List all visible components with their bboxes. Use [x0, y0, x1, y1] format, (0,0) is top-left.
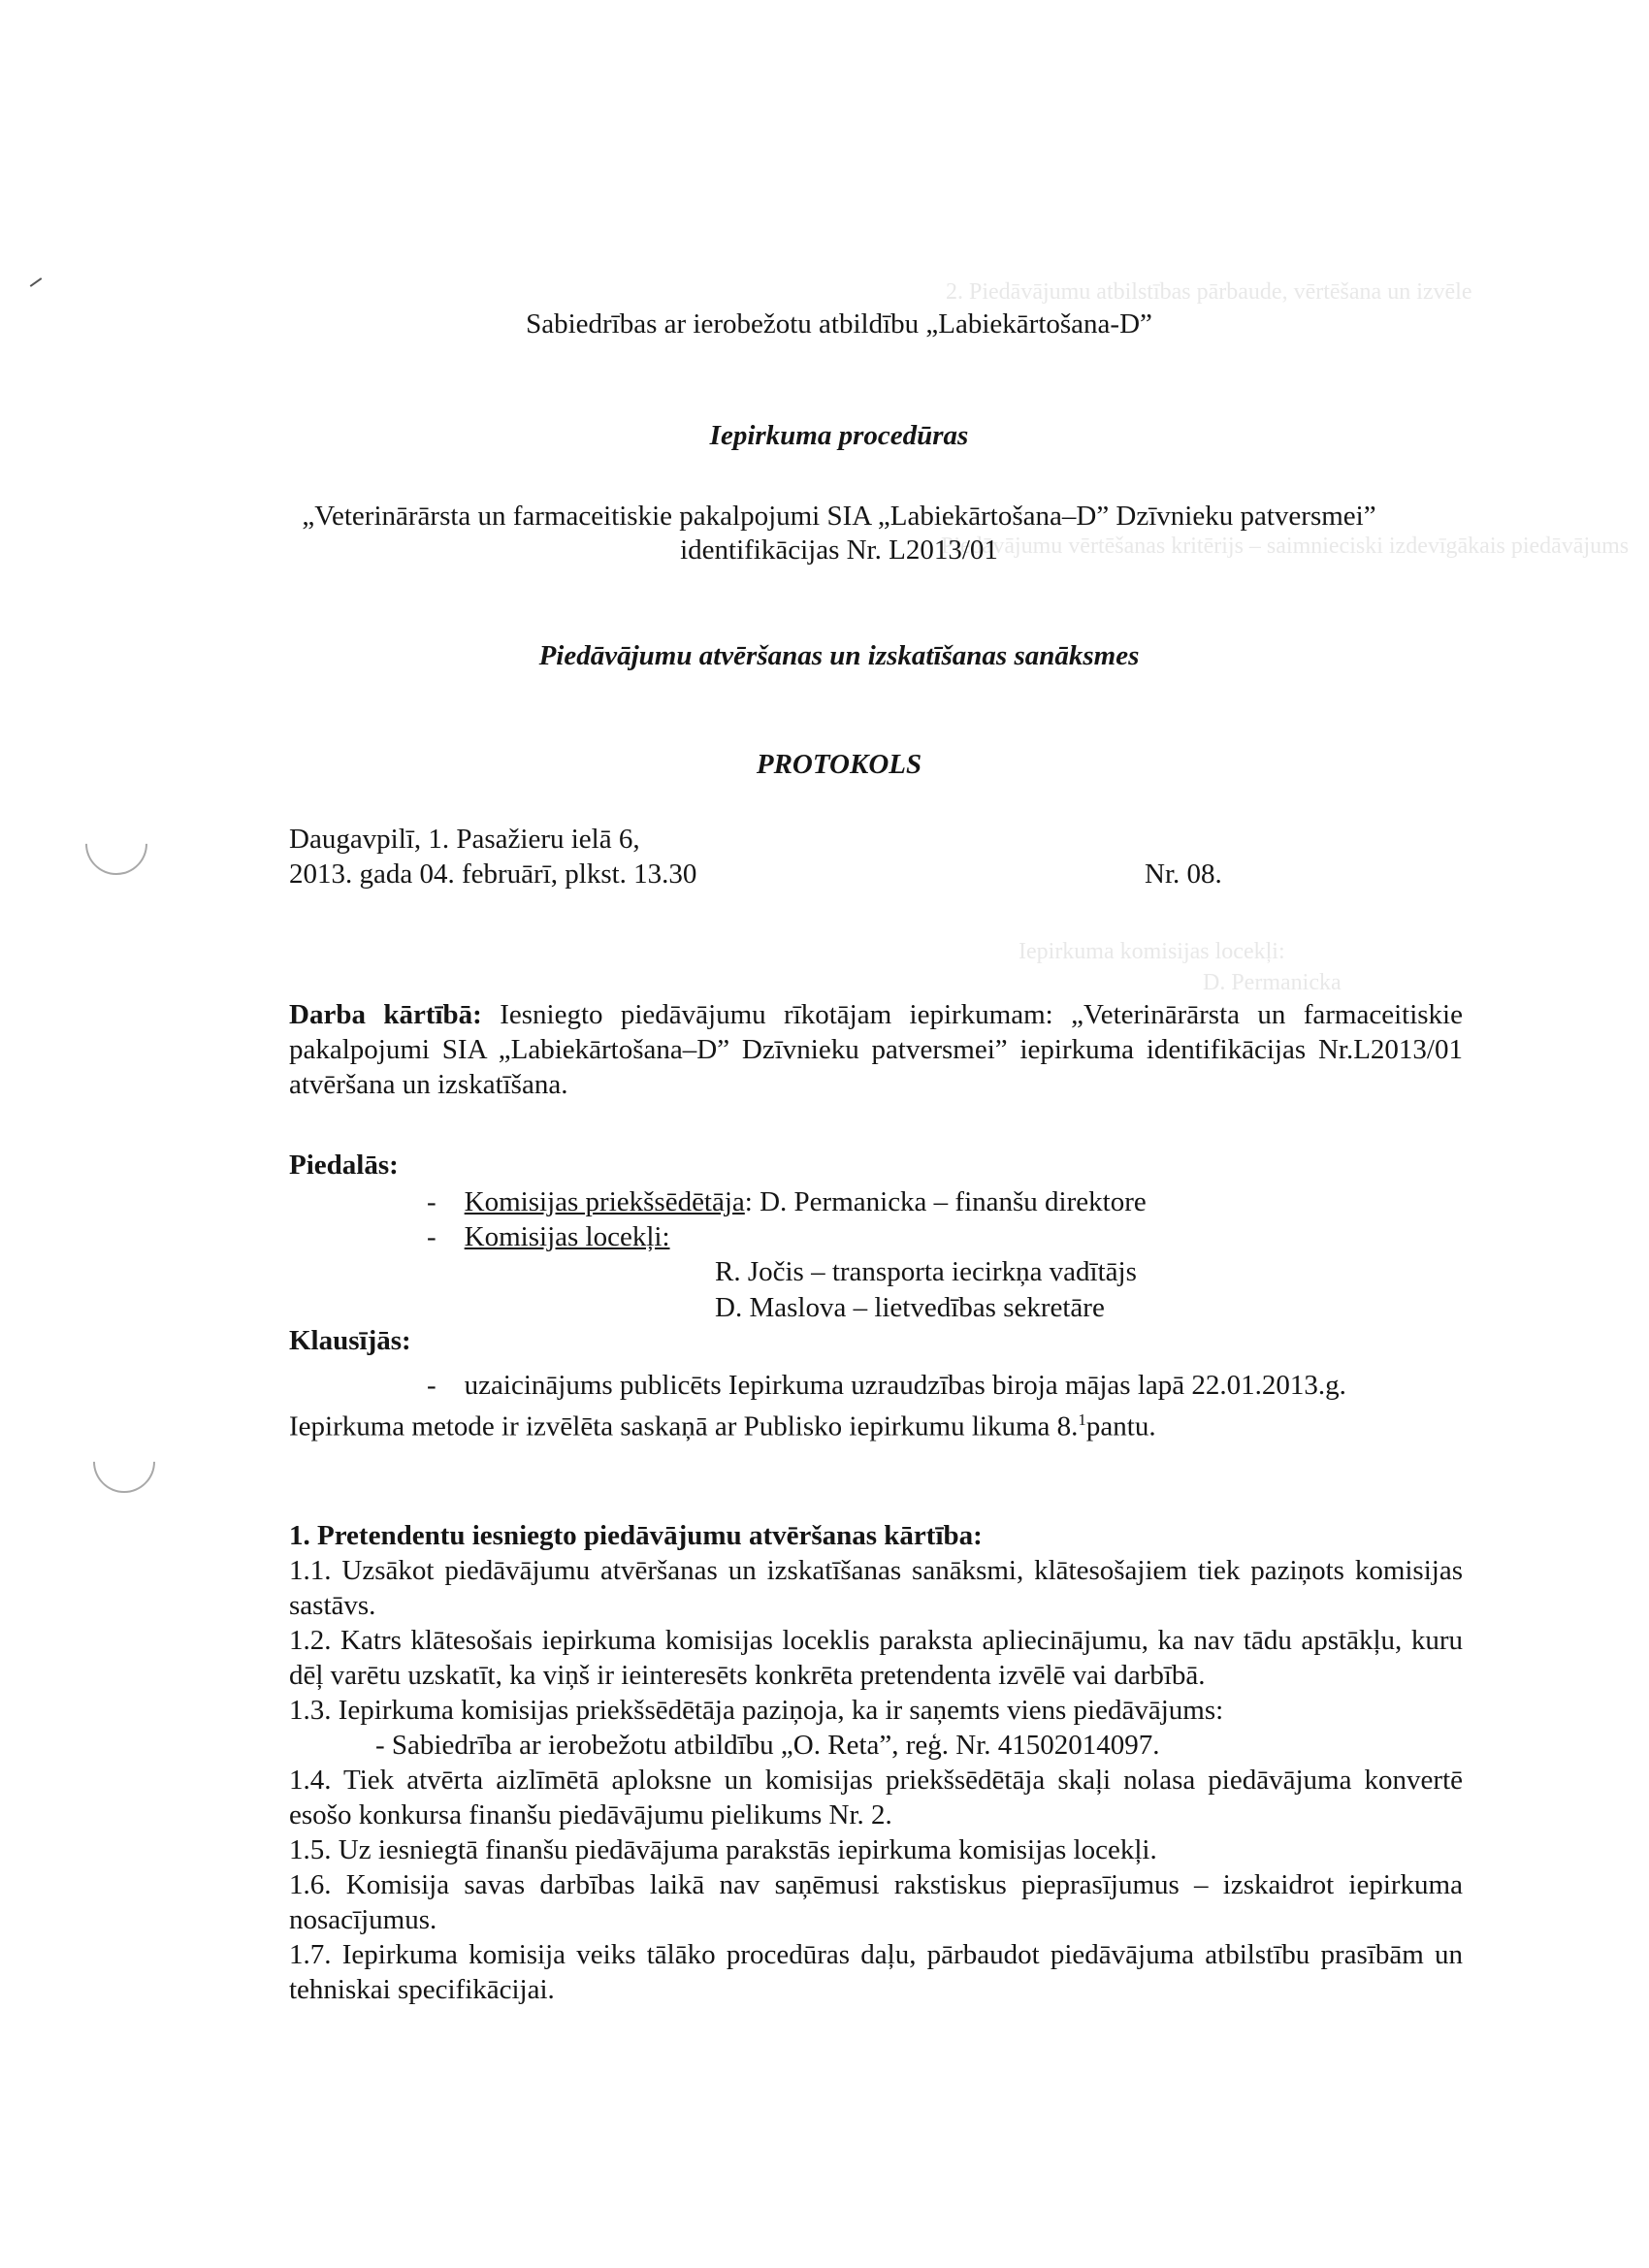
attendees-label: Piedalās: [289, 1150, 399, 1181]
procedure-title: „Veterinārārsta un farmaceitiskie pakalpojumi SIA „Labiekārtošana–D” Dzīvnieku patversmei” [302, 501, 1376, 532]
meeting-datetime: 2013. gada 04. februārī, plkst. 13.30 [289, 859, 697, 890]
members-label: Komisijas locekļi: [464, 1221, 670, 1252]
section-item: 1.2. Katrs klātesošais iepirkuma komisijas loceklis paraksta apliecinājumu, ka nav tādu apstākļu, kuru dēļ varētu uzskatīt, ka viņš ir ieinteresēts konkrēta pretendenta izvēlē vai darbībā. [289, 1625, 1463, 1691]
bleed-through-line: D. Permanicka [1203, 970, 1342, 995]
method-text: Iepirkuma metode ir izvēlēta saskaņā ar Publisko iepirkumu likuma 8. [289, 1410, 1079, 1442]
bleed-through-line: 2. Piedāvājumu atbilstības pārbaude, vērtēšana un izvēle [946, 279, 1472, 305]
attendee-members: - Komisijas locekļi: [427, 1221, 670, 1252]
chair-label: Komisijas priekšsēdētāja [464, 1186, 745, 1217]
method-text-end: pantu. [1085, 1410, 1156, 1442]
member-item: D. Maslova – lietvedības sekretāre [715, 1292, 1105, 1323]
agenda-label: Darba kārtībā: [289, 999, 482, 1030]
punch-hole-mark [81, 1418, 169, 1507]
bleed-through-line: Iepirkuma komisijas locekļi: [1018, 939, 1285, 964]
section-subitem: - Sabiedrība ar ierobežotu atbildību „O. Reta”, reģ. Nr. 41502014097. [375, 1730, 1160, 1761]
bleed-through-line: Piedāvājumu vērtēšanas kritērijs – saimnieciski izdevīgākais piedāvājums [941, 534, 1630, 559]
section-item: 1.7. Iepirkuma komisija veiks tālāko procedūras daļu, pārbaudot piedāvājuma atbilstību prasībām un tehniskai specifikācijai. [289, 1939, 1463, 2005]
section-heading: 1. Pretendentu iesniegto piedāvājumu atvēršanas kārtība: [289, 1520, 983, 1551]
procedure-label: Iepirkuma procedūras [709, 420, 969, 451]
organization-name: Sabiedrības ar ierobežotu atbildību „Labiekārtošana-D” [526, 308, 1152, 340]
chair-value: : D. Permanicka – finanšu direktore [744, 1186, 1147, 1217]
procurement-method [289, 1403, 1156, 1444]
scan-mark [30, 277, 43, 287]
meeting-title: Piedāvājumu atvēršanas un izskatīšanas sanāksmes [538, 640, 1140, 671]
agenda-text: Iesniegto piedāvājumu rīkotājam iepirkumam: „Veterinārārsta un farmaceitiskie pakalpojumi SIA „Labiekārtošana–D” Dzīvnieku patversmei” iepirkuma identifikācijas Nr.L2013/01 atvēršana un izskatīšana. [289, 999, 1463, 1100]
heard-label: Klausījās: [289, 1325, 411, 1356]
section-item: 1.4. Tiek atvērta aizlīmētā aploksne un komisijas priekšsēdētāja skaļi nolasa piedāvājuma konvertē esošo konkursa finanšu piedāvājumu pielikums Nr. 2. [289, 1765, 1463, 1831]
section-item: 1.6. Komisija savas darbības laikā nav saņēmusi rakstiskus pieprasījumus – izskaidrot iepirkuma nosacījumus. [289, 1869, 1463, 1935]
method-superscript: 1 [1078, 1410, 1086, 1429]
heard-item-text: uzaicinājums publicēts Iepirkuma uzraudzības biroja mājas lapā 22.01.2013.g. [464, 1370, 1346, 1401]
heard-item: - uzaicinājums publicēts Iepirkuma uzraudzības biroja mājas lapā 22.01.2013.g. [427, 1370, 1346, 1401]
punch-hole-mark [73, 800, 161, 889]
meeting-location: Daugavpilī, 1. Pasažieru ielā 6, [289, 824, 640, 855]
document-type: PROTOKOLS [756, 749, 922, 780]
agenda-paragraph [289, 997, 1463, 1102]
protocol-number: Nr. 08. [1145, 859, 1222, 890]
section-item: 1.5. Uz iesniegtā finanšu piedāvājuma parakstās iepirkuma komisijas locekļi. [289, 1834, 1157, 1865]
section-item: 1.3. Iepirkuma komisijas priekšsēdētāja paziņoja, ka ir saņemts viens piedāvājums: [289, 1695, 1224, 1726]
member-item: R. Jočis – transporta iecirkņa vadītājs [715, 1256, 1137, 1287]
attendee-chair: - Komisijas priekšsēdētāja: D. Permanicka – finanšu direktore [427, 1186, 1147, 1217]
identification-number: identifikācijas Nr. L2013/01 [680, 535, 998, 566]
section-item: 1.1. Uzsākot piedāvājumu atvēršanas un izskatīšanas sanāksmi, klātesošajiem tiek paziņots komisijas sastāvs. [289, 1555, 1463, 1621]
